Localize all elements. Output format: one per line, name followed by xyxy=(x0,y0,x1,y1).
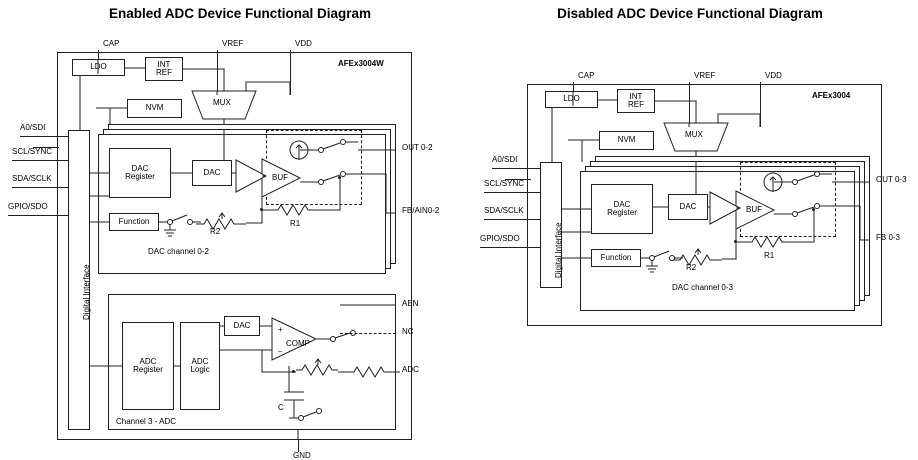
right-mux-label: MUX xyxy=(685,130,703,139)
left-dac-register-line1: DAC xyxy=(131,163,149,173)
right-pin-fb: FB 0-3 xyxy=(876,233,901,242)
left-nvm-block: NVM xyxy=(127,99,182,118)
left-adc-logic-line1: ADC xyxy=(191,356,209,366)
right-pin-sclsync: SCL/SYNC xyxy=(484,179,525,188)
left-int-ref-line1: INT xyxy=(157,59,171,69)
right-dac-channel-label: DAC channel 0-3 xyxy=(672,283,733,292)
right-pin-vdd: VDD xyxy=(765,71,782,80)
left-function-block: Function xyxy=(109,213,159,231)
left-ldo-block: LDO xyxy=(72,59,125,76)
left-adc-channel-label: Channel 3 - ADC xyxy=(116,417,177,426)
left-pin-gpiosdo: GPIO/SDO xyxy=(8,202,48,211)
left-adc-register-line1: ADC xyxy=(139,356,157,366)
left-r2-label: R2 xyxy=(210,227,221,236)
left-pin-fbain: FB/AIN0-2 xyxy=(402,206,440,215)
left-diagram-title: Enabled ADC Device Functional Diagram xyxy=(108,6,372,21)
right-function-block: Function xyxy=(591,249,641,267)
left-adc-logic-line2: Logic xyxy=(190,365,210,374)
left-pin-nc: NC xyxy=(402,327,414,336)
right-r2-label: R2 xyxy=(686,263,697,272)
left-buf-label: BUF xyxy=(272,173,288,182)
right-dac-register-line2: Register xyxy=(607,208,637,217)
left-comp-label: COMP xyxy=(286,339,310,348)
left-pin-aen: AEN xyxy=(402,299,419,308)
left-pin-sclsync: SCL/SYNC xyxy=(12,147,53,156)
left-pin-out: OUT 0-2 xyxy=(402,143,433,152)
right-pin-cap: CAP xyxy=(578,71,595,80)
right-dac-block: DAC xyxy=(668,194,708,220)
left-adc-dac-block: DAC xyxy=(224,316,260,336)
left-digital-interface-label: Digital Interface xyxy=(82,264,91,320)
right-buf-label: BUF xyxy=(746,205,762,214)
right-ldo-block: LDO xyxy=(545,91,598,108)
left-comp-minus: – xyxy=(278,347,283,356)
right-pin-sdasclk: SDA/SCLK xyxy=(484,206,524,215)
right-pin-a0sdi: A0/SDI xyxy=(492,155,518,164)
left-pin-cap: CAP xyxy=(103,39,120,48)
left-part-number: AFEx3004W xyxy=(338,59,384,68)
left-adc-register-line2: Register xyxy=(133,365,163,374)
right-int-ref-line1: INT xyxy=(629,91,643,101)
right-pin-vref: VREF xyxy=(694,71,716,80)
left-comp-plus: + xyxy=(278,325,283,334)
right-diagram-title: Disabled ADC Device Functional Diagram xyxy=(557,6,823,21)
left-mux-label: MUX xyxy=(213,98,231,107)
right-dac-register-line1: DAC xyxy=(613,199,631,209)
right-pin-gpiosdo: GPIO/SDO xyxy=(480,234,520,243)
left-pin-vref: VREF xyxy=(222,39,244,48)
left-dac-block: DAC xyxy=(192,160,232,186)
right-part-number: AFEx3004 xyxy=(812,91,851,100)
left-dac-register-line2: Register xyxy=(125,172,155,181)
left-pin-vdd: VDD xyxy=(295,39,312,48)
right-int-ref-line2: REF xyxy=(628,100,644,109)
left-int-ref-line2: REF xyxy=(156,68,172,77)
right-nvm-block: NVM xyxy=(599,131,654,150)
left-pin-sdasclk: SDA/SCLK xyxy=(12,174,52,183)
left-pin-gnd: GND xyxy=(293,451,311,460)
right-node-dot-2 xyxy=(812,208,815,211)
left-dac-channel-label: DAC channel 0-2 xyxy=(148,247,209,256)
left-adc-cap-label: C xyxy=(278,403,284,412)
right-node-dot-1 xyxy=(734,240,737,243)
right-digital-interface-label: Digital Interface xyxy=(554,222,563,278)
left-pin-a0sdi: A0/SDI xyxy=(20,123,46,132)
right-pin-out: OUT 0-3 xyxy=(876,175,907,184)
left-pin-adc: ADC xyxy=(402,365,419,374)
left-r1-label: R1 xyxy=(290,219,301,228)
right-r1-label: R1 xyxy=(764,251,775,260)
